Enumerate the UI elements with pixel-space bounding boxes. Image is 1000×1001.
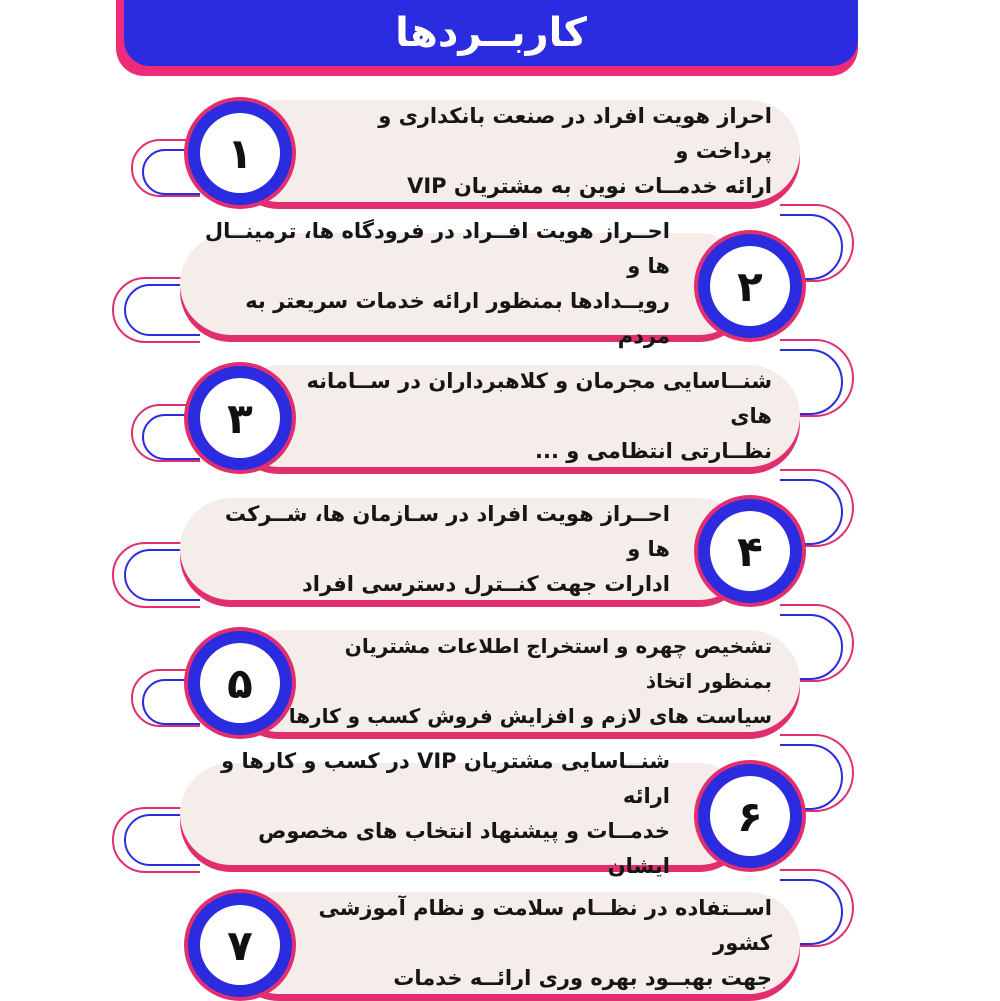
item-line: شنــاسایی مشتریان VIP در کسب و کارها و ارائه [221,749,670,808]
number-badge [184,627,296,739]
item-text [302,103,772,198]
list-item [180,749,750,878]
item-text [200,501,670,596]
item-text [200,749,670,878]
list-item [228,892,800,994]
item-line: احــراز هویت افراد در سـازمان ها، شــرکت ها و [224,501,670,561]
item-line: احــراز هویت افــراد در فرودگاه ها، ترمینــال ها و [204,219,670,278]
item-line: جهت بهبــود بهره وری ارائــه خدمات [393,965,772,990]
list-item [228,365,800,467]
number-badge [184,97,296,209]
list-item [228,100,800,202]
item-line: ادارات جهت کنــترل دسترسی افراد [302,571,670,596]
badge-number: ۲ [710,246,790,326]
item-line: تشخیص چهره و استخراج اطلاعات مشتریان بمنظور اتخاذ [344,633,772,693]
page-title: کاربــردها [395,10,587,56]
list-item [180,219,750,348]
number-badge [184,362,296,474]
badge-number: ۷ [200,905,280,985]
badge-number: ۶ [710,776,790,856]
item-line: احراز هویت افراد در صنعت بانکداری و پرداخت و [378,103,772,163]
item-line: اســتفاده در نظــام سلامت و نظام آموزشی کشور [318,895,772,955]
badge-number: ۳ [200,378,280,458]
item-line: رویــدادها بمنظور ارائه خدمات سریعتر به مردم [245,289,670,348]
number-badge [694,495,806,607]
item-line: سیاست های لازم و افزایش فروش کسب و کارها [288,703,772,728]
item-text [200,219,670,348]
badge-number: ۱ [200,113,280,193]
list-item [180,498,750,600]
item-line: نظــارتی انتظامی و ... [535,438,772,463]
number-badge [184,889,296,1001]
badge-number: ۴ [710,511,790,591]
item-text [272,633,772,728]
item-line: خدمــات و پیشنهاد انتخاب های مخصوص ایشان [258,819,670,878]
item-line: ارائه خدمــات نوین به مشتریان VIP [407,173,772,198]
list-item [228,630,800,732]
number-badge [694,760,806,872]
item-line: شنــاسایی مجرمان و کلاهبرداران در ســامانه های [306,368,772,428]
item-text [302,368,772,463]
badge-number: ۵ [200,643,280,723]
number-badge [694,230,806,342]
item-text [302,895,772,990]
